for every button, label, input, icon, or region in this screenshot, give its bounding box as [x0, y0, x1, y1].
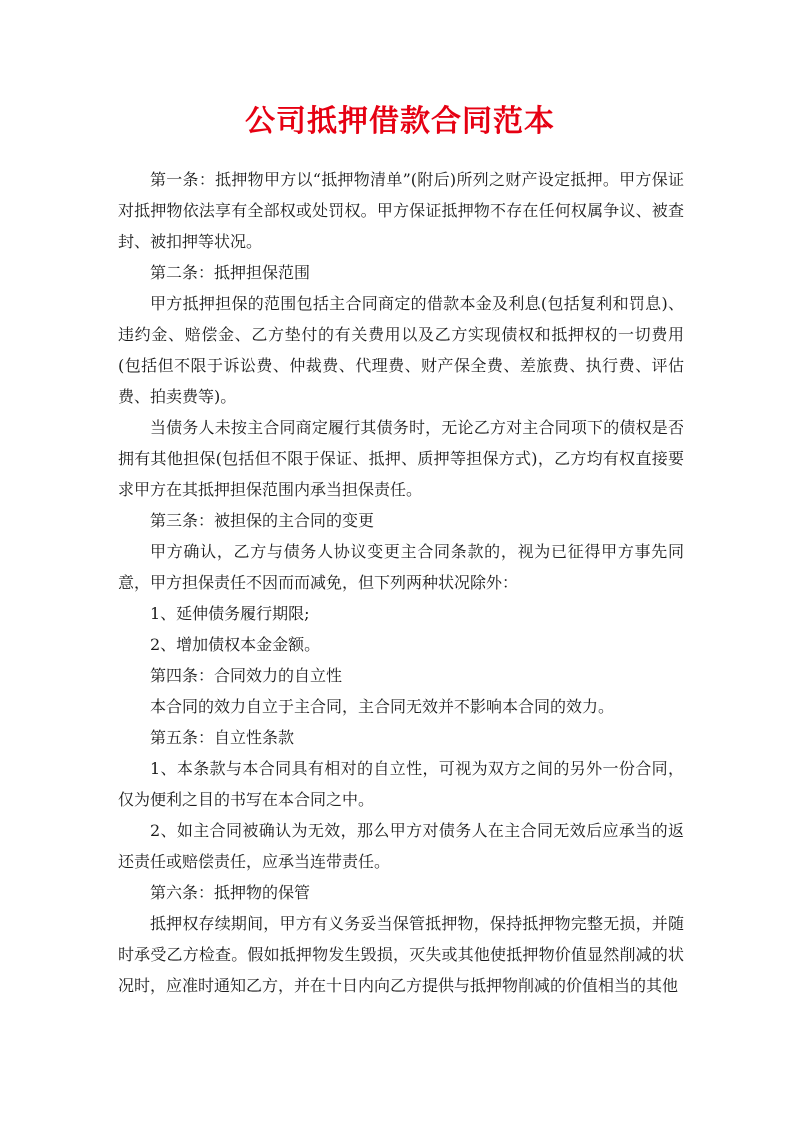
article-2-debtor-text: 当债务人未按主合同商定履行其债务时，无论乙方对主合同项下的债权是否拥有其他担保(包括但不限于保证、抵押、质押等担保方式)，乙方均有权直接要求甲方在其抵押担保范围内承当担保责任。: [118, 418, 684, 499]
article-5-item-2: 2、如主合同被确认为无效，那么甲方对债务人在主合同无效后应承当的返还责任或赔偿责任，应承当连带责任。: [118, 821, 684, 871]
article-5-heading: 第五条：自立性条款: [150, 728, 295, 747]
article-2-scope-text: 甲方抵押担保的范围包括主合同商定的借款本金及利息(包括复利和罚息)、违约金、赔偿金、乙方垫付的有关费用以及乙方实现债权和抵押权的一切费用(包括但不限于诉讼费、仲裁费、代理费、财产保全费、差旅费、执行费、评估费、拍卖费等)。: [118, 294, 684, 406]
article-3-item-2: 2、增加债权本金金额。: [150, 635, 321, 654]
article-6-text: 抵押权存续期间，甲方有义务妥当保管抵押物，保持抵押物完整无损，并随时承受乙方检查。假如抵押物发生毁损，灭失或其他使抵押物价值显然削减的状况时，应准时通知乙方，并在十日内向乙方提供与抵押物削减的价值相当的其他: [118, 914, 684, 995]
document-body: [118, 164, 684, 1001]
article-4-heading: 第四条：合同效力的自立性: [150, 666, 343, 685]
article-5-item-1: 1、本条款与本合同具有相对的自立性，可视为双方之间的另外一份合同，仅为便利之目的书写在本合同之中。: [118, 759, 684, 809]
article-1-text: 第一条：抵押物甲方以“抵押物清单”(附后)所列之财产设定抵押。甲方保证对抵押物依法享有全部权或处罚权。甲方保证抵押物不存在任何权属争议、被查封、被扣押等状况。: [118, 170, 684, 251]
article-6-heading: 第六条：抵押物的保管: [150, 883, 311, 902]
article-4-text: 本合同的效力自立于主合同，主合同无效并不影响本合同的效力。: [150, 697, 615, 716]
article-3-heading: 第三条：被担保的主合同的变更: [150, 511, 375, 530]
article-3-item-1: 1、延伸债务履行期限;: [150, 604, 310, 623]
article-2-heading: 第二条：抵押担保范围: [150, 263, 311, 282]
document-title: 公司抵押借款合同范本: [245, 104, 555, 139]
article-3-text: 甲方确认，乙方与债务人协议变更主合同条款的，视为已征得甲方事先同意，甲方担保责任不因而而减免，但下列两种状况除外：: [118, 542, 684, 592]
